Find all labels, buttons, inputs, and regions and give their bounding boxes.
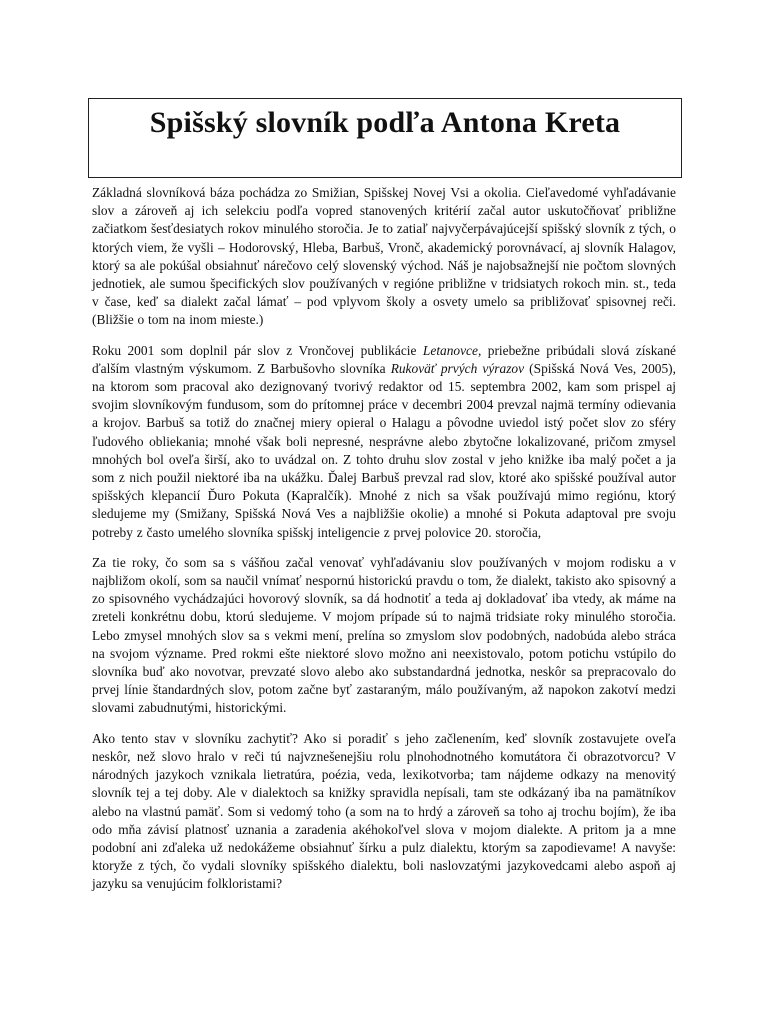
publication-title-rukovat: Rukoväť prvých výrazov <box>390 360 525 376</box>
paragraph-2-text-a: Roku 2001 som doplnil pár slov z Vrončovej publikácie <box>92 342 423 358</box>
paragraph-3: Za tie roky, čo som sa s vášňou začal venovať vyhľadávaniu slov používaných v mojom rodisku a v najbližom okolí, som sa naučil vnímať nespornú historickú pravdu o tom, že dialekt, takisto ako spisovný a zo spisovného vychádzajúci hovorový slovník, sa dá hodnotiť a teda aj dokladovať iba vtedy, ak máme na zreteli konkrétnu dobu, ktorú sledujeme. V mojom prípade sú to najmä tridsiate roky minulého storočia. Lebo zmysel mnohých slov sa s vekmi mení, prelína so zmyslom slov podobných, nadobúda alebo stráca na svojom význame. Pred rokmi ešte niektoré slovo možno ani neexistovalo, potom potichu vstúpilo do slovníka buď ako novotvar, prevzaté slovo alebo ako substandardná jednotka, neskôr sa prepracovalo do prvej línie štandardných slov, potom začne byť zastaraným, málo používaným, až napokon zakotví medzi slovami zabudnutými, historickými. <box>92 554 676 716</box>
paragraph-2 <box>92 342 676 542</box>
document-body <box>92 184 676 906</box>
paragraph-2-text-c: (Spišská Nová Ves, 2005), na ktorom som pracoval ako dezignovaný tvorivý redaktor od 15. septembra 2002, kam som prispel aj svojim slovníkovým fundusom, som do prítomnej práce v decembri 2004 prevzal najmä termíny odievania a krojov. Barbuš sa totiž do značnej miery opieral o Halagu a pôvodne uviedol istý počet slov zo sféry ľudového obliekania; mnohé však boli nepresné, nesprávne alebo zbytočne lokalizované, pričom zmysel mnohých bol oveľa širší, ako to uvádzal on. Z tohto druhu slov zostal v jeho knižke iba malý počet a ja som z nich použil niektoré iba na ukážku. Ďalej Barbuš prevzal rad slov, ktoré ako spišské používal autor spišských klepancií Ďuro Pokuta (Kapralčík). Mnohé z nich sa však používajú mimo regiónu, ktorý sledujeme my (Smižany, Spišská Nová Ves a najbližšie okolie) a mnohé si Pokuta adaptoval pre svoju potreby z často umelého slovníka spišskj inteligencie z prvej polovice 20. storočia, <box>92 360 676 540</box>
document-title: Spišský slovník podľa Antona Kreta <box>149 106 621 139</box>
paragraph-2-text-b: , priebežne pribúdali slová získané ďalším vlastným výskumom. Z Barbušovho slovníka <box>92 342 676 376</box>
paragraph-4: Ako tento stav v slovníku zachytiť? Ako si poradiť s jeho začlenením, keď slovník zostavujete oveľa neskôr, než slovo hralo v reči tú najvznešenejšiu rolu plnohodnotného komutátora či obrazotvorcu? V národných jazykoch vznikala lietratúra, poézia, veda, lexikotvorba; tam nájdeme odkazy na menovitý slovník tej a tej doby. Ale v dialektoch sa knižky spravidla nepísali, tam ste odkázaný iba na pamätníkov alebo na vlastnú pamäť. Som si vedomý toho (a som na to hrdý a zároveň sa toho aj trochu bojím), že iba odo mňa závisí platnosť uznania a zaradenia akéhokoľvel slova v mojom dialekte. A pritom ja a mne podobní ani zďaleka už nedokážeme obsiahnuť šírku a pulz dialektu, ktorým sa zapodievame! A navyše: ktoryže z tých, čo vydali slovníky spišského dialektu, boli naslovzatými jazykovedcami alebo aspoň aj jazyku sa venujúcim folkloristami? <box>92 730 676 892</box>
title-box <box>88 98 682 178</box>
paragraph-1: Základná slovníková báza pochádza zo Smižian, Spišskej Novej Vsi a okolia. Cieľavedomé vyhľadávanie slov a zároveň aj ich selekciu podľa vopred stanovených kritérií začal autor uskutočňovať približne začiatkom šesťdesiatych rokov minulého storočia. Je to zatiaľ najvyčerpávajúcejší spišský slovník z tých, o ktorých viem, že vyšli – Hodorovský, Hleba, Barbuš, Vronč, akademický porovnávací, aj slovník Halagov, ktorý sa ale pokúšal obsiahnuť nárečovo celý slovenský východ. Náš je najobsažnejší nie počtom slovných jednotiek, ale sumou špecifických slov používaných v regióne približne v tridsiatych rokoch min. st., teda v čase, keď sa dialekt začal lámať – pod vplyvom školy a osvety umelo sa približovať spisovnej reči. (Bližšie o tom na inom mieste.) <box>92 185 676 328</box>
publication-title-letanovce: Letanovce <box>422 342 478 358</box>
